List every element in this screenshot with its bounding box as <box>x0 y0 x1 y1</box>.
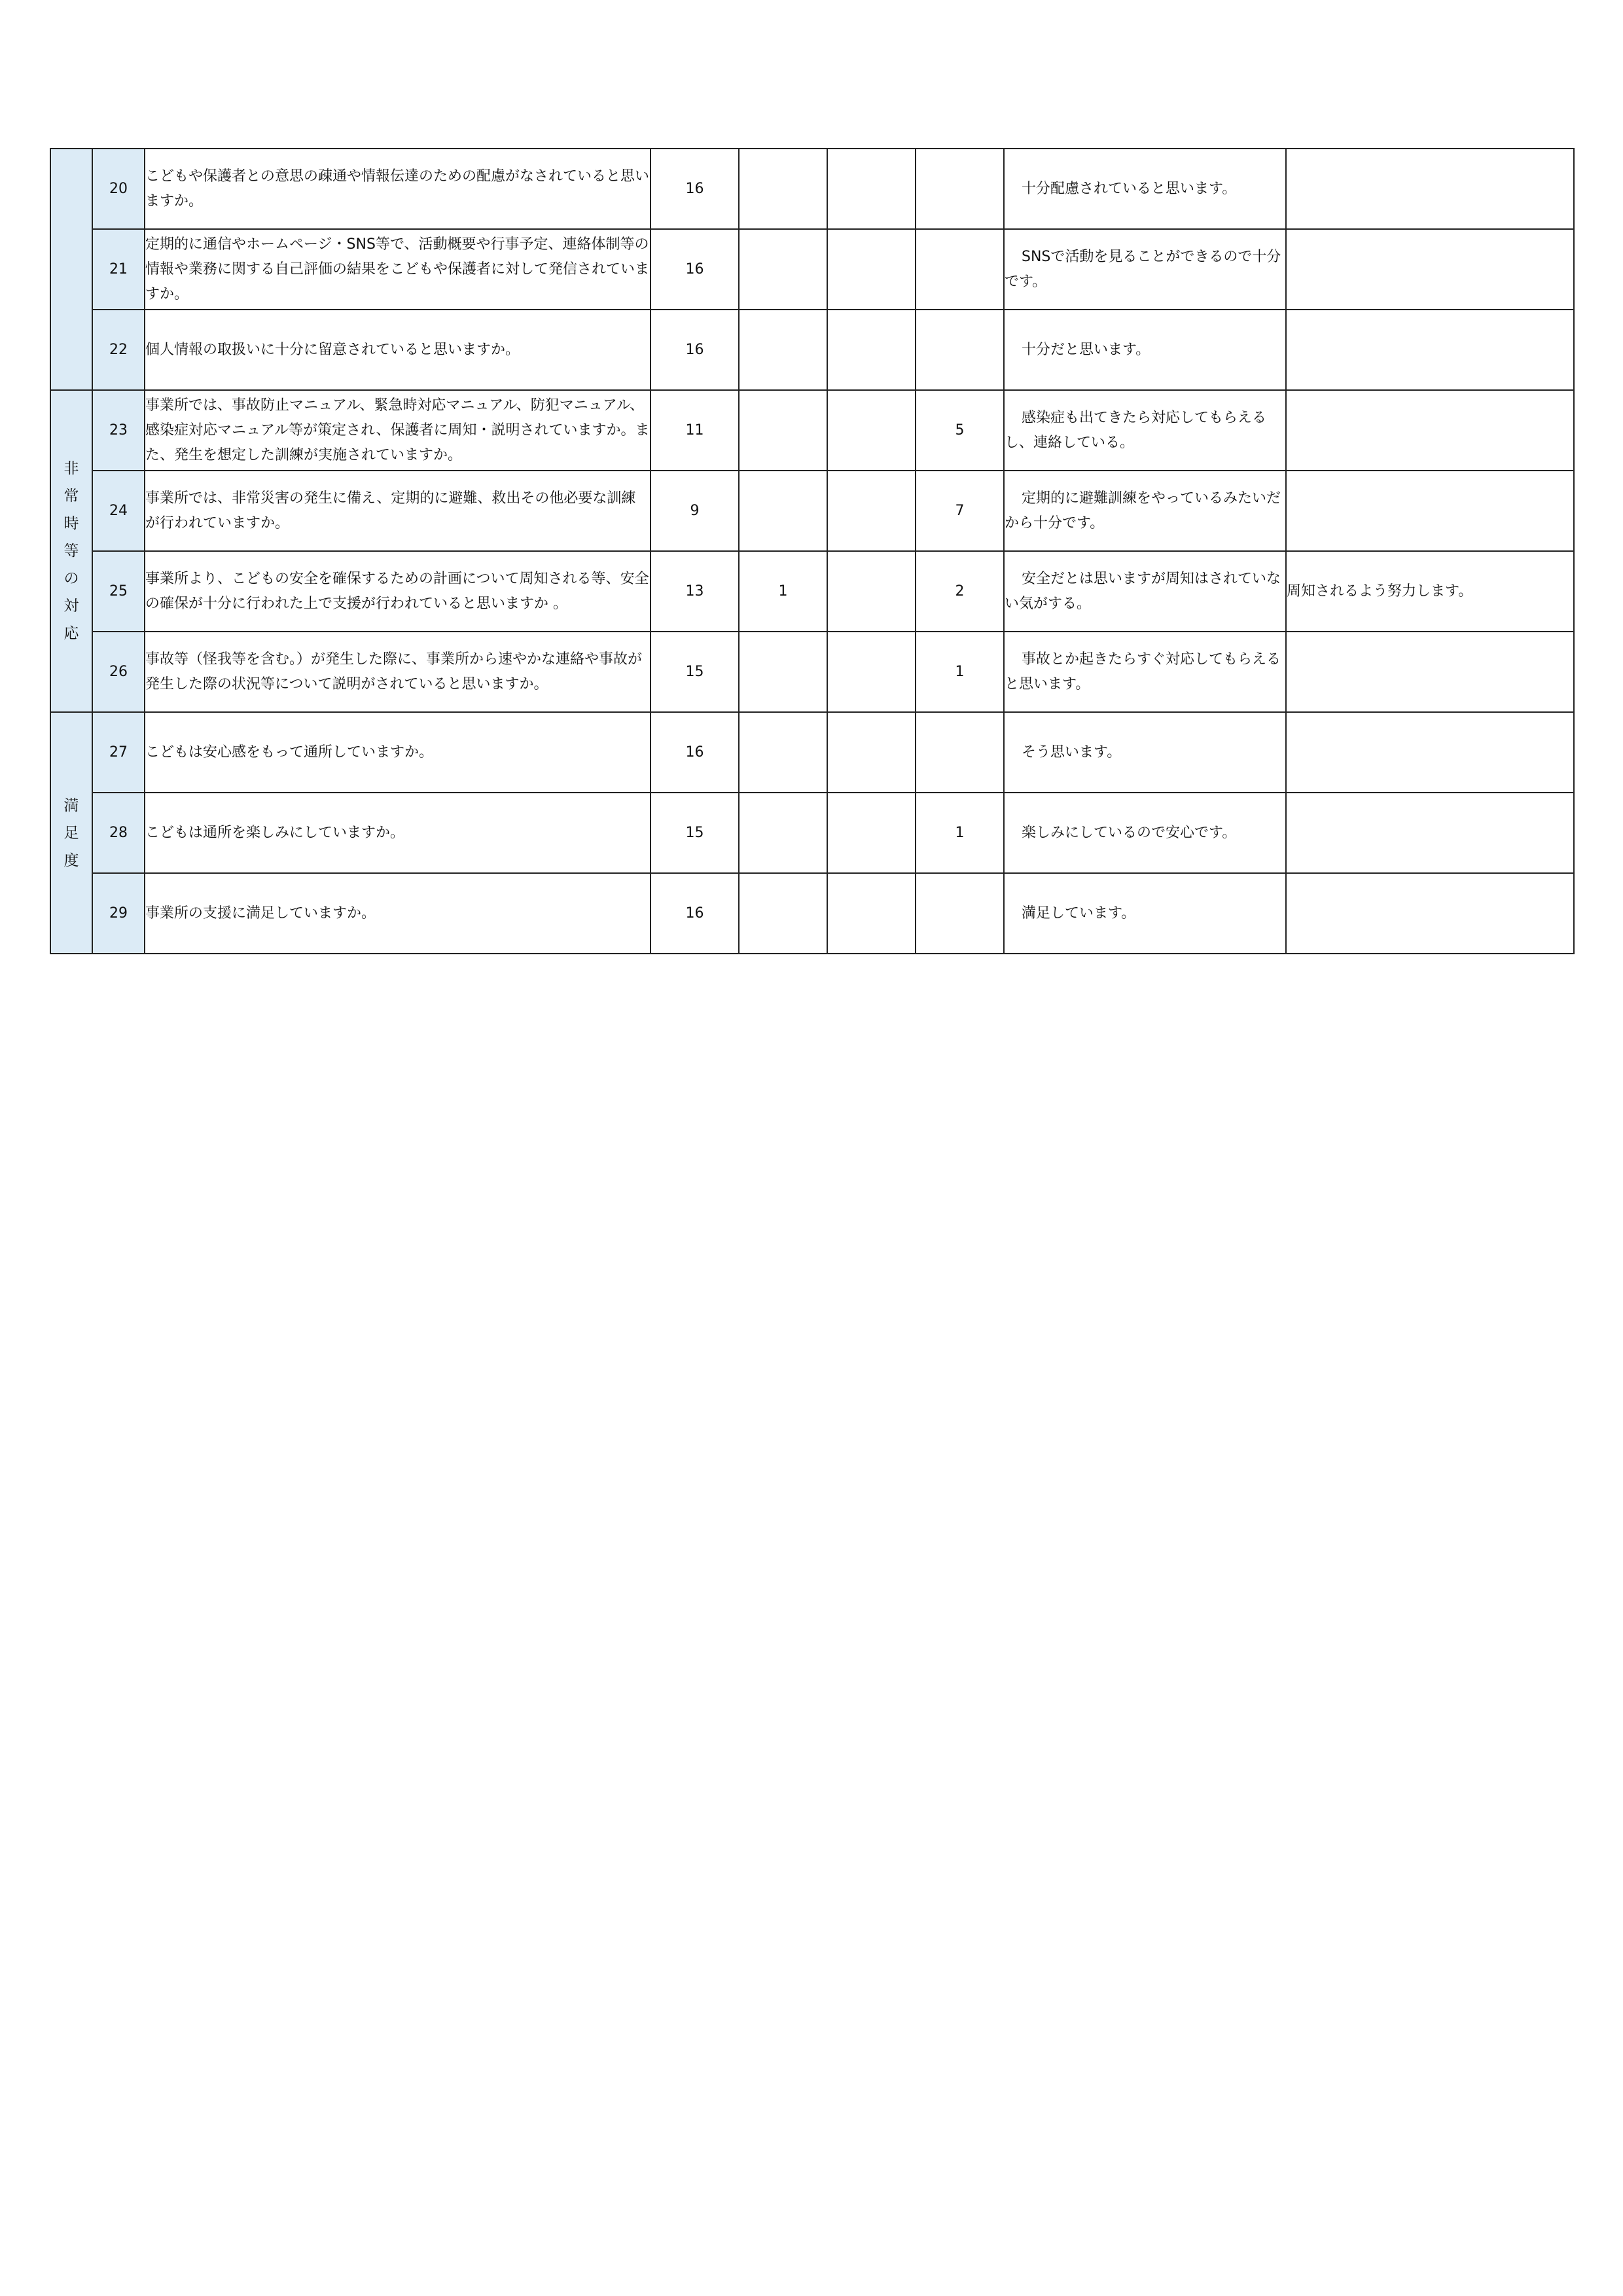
table-row <box>50 229 1574 310</box>
table-row <box>50 632 1574 712</box>
count-col-2 <box>739 149 827 229</box>
question-text: 事業所の支援に満足していますか。 <box>145 873 651 954</box>
opinion-cell <box>1004 310 1286 390</box>
category-label: 満足度 <box>63 797 79 869</box>
table-row <box>50 471 1574 551</box>
category-cell <box>50 712 92 954</box>
count-yes: 16 <box>651 873 739 954</box>
opinion-cell <box>1004 390 1286 471</box>
response-text <box>1286 712 1574 793</box>
count-col-4 <box>916 310 1004 390</box>
opinion-cell <box>1004 793 1286 873</box>
count-col-2 <box>739 310 827 390</box>
count-col-3 <box>827 793 916 873</box>
count-col-3 <box>827 712 916 793</box>
opinion-cell <box>1004 471 1286 551</box>
question-text: 事業所では、事故防止マニュアル、緊急時対応マニュアル、防犯マニュアル、感染症対応マニュアル等が策定され、保護者に周知・説明されていますか。また、発生を想定した訓練が実施されていますか。 <box>145 390 651 471</box>
table-row <box>50 712 1574 793</box>
table-row <box>50 873 1574 954</box>
count-yes: 16 <box>651 712 739 793</box>
question-text: 定期的に通信やホームページ・SNS等で、活動概要や行事予定、連絡体制等の情報や業務に関する自己評価の結果をこどもや保護者に対して発信されていますか。 <box>145 229 651 310</box>
item-number: 22 <box>92 310 145 390</box>
opinion-text: 事故とか起きたらすぐ対応してもらえると思います。 <box>1005 651 1281 692</box>
count-col-3 <box>827 632 916 712</box>
count-yes: 13 <box>651 551 739 632</box>
category-cell <box>50 390 92 712</box>
question-text: こどもは安心感をもって通所していますか。 <box>145 712 651 793</box>
opinion-cell <box>1004 149 1286 229</box>
count-yes: 15 <box>651 632 739 712</box>
opinion-text: SNSで活動を見ることができるので十分です。 <box>1005 248 1281 290</box>
count-yes: 15 <box>651 793 739 873</box>
count-col-4 <box>916 712 1004 793</box>
table-row <box>50 310 1574 390</box>
count-col-3 <box>827 149 916 229</box>
opinion-cell <box>1004 873 1286 954</box>
opinion-cell <box>1004 229 1286 310</box>
item-number: 27 <box>92 712 145 793</box>
opinion-text: 満足しています。 <box>1022 905 1136 922</box>
item-number: 23 <box>92 390 145 471</box>
table-row <box>50 793 1574 873</box>
response-text <box>1286 793 1574 873</box>
count-col-2 <box>739 229 827 310</box>
table-row <box>50 149 1574 229</box>
question-text: 事業所より、こどもの安全を確保するための計画について周知される等、安全の確保が十分に行われた上で支援が行われていると思いますか 。 <box>145 551 651 632</box>
item-number: 29 <box>92 873 145 954</box>
opinion-text: 安全だとは思いますが周知はされていない気がする。 <box>1005 570 1281 612</box>
opinion-cell <box>1004 712 1286 793</box>
question-text: こどもや保護者との意思の疎通や情報伝達のための配慮がなされていると思いますか。 <box>145 149 651 229</box>
count-yes: 16 <box>651 310 739 390</box>
opinion-cell <box>1004 551 1286 632</box>
count-col-3 <box>827 310 916 390</box>
item-number: 24 <box>92 471 145 551</box>
question-text: 個人情報の取扱いに十分に留意されていると思いますか。 <box>145 310 651 390</box>
response-text <box>1286 310 1574 390</box>
count-col-2 <box>739 712 827 793</box>
count-yes: 16 <box>651 149 739 229</box>
count-yes: 16 <box>651 229 739 310</box>
item-number: 26 <box>92 632 145 712</box>
item-number: 25 <box>92 551 145 632</box>
item-number: 20 <box>92 149 145 229</box>
count-col-2 <box>739 632 827 712</box>
opinion-cell <box>1004 632 1286 712</box>
opinion-text: 楽しみにしているので安心です。 <box>1022 824 1237 841</box>
count-col-3 <box>827 873 916 954</box>
count-col-3 <box>827 390 916 471</box>
response-text <box>1286 873 1574 954</box>
table-row <box>50 390 1574 471</box>
opinion-text: そう思います。 <box>1022 744 1122 761</box>
survey-table <box>50 148 1575 954</box>
response-text <box>1286 632 1574 712</box>
count-col-4 <box>916 873 1004 954</box>
survey-sheet <box>50 148 1575 954</box>
response-text <box>1286 471 1574 551</box>
question-text: 事故等（怪我等を含む。）が発生した際に、事業所から速やかな連絡や事故が発生した際の状況等について説明がされていると思いますか。 <box>145 632 651 712</box>
count-col-4 <box>916 149 1004 229</box>
response-text <box>1286 229 1574 310</box>
count-col-2 <box>739 793 827 873</box>
item-number: 21 <box>92 229 145 310</box>
count-col-3 <box>827 551 916 632</box>
question-text: こどもは通所を楽しみにしていますか。 <box>145 793 651 873</box>
count-yes: 11 <box>651 390 739 471</box>
response-text <box>1286 149 1574 229</box>
category-label: 非常時等の対応 <box>63 460 79 642</box>
count-col-4: 2 <box>916 551 1004 632</box>
count-col-4: 1 <box>916 632 1004 712</box>
count-col-3 <box>827 229 916 310</box>
count-col-2: 1 <box>739 551 827 632</box>
opinion-text: 定期的に避難訓練をやっているみたいだから十分です。 <box>1005 490 1281 531</box>
opinion-text: 感染症も出てきたら対応してもらえるし、連絡している。 <box>1005 409 1267 451</box>
opinion-text: 十分だと思います。 <box>1022 341 1150 358</box>
count-col-4 <box>916 229 1004 310</box>
table-row <box>50 551 1574 632</box>
category-cell <box>50 149 92 390</box>
question-text: 事業所では、非常災害の発生に備え、定期的に避難、救出その他必要な訓練が行われていますか。 <box>145 471 651 551</box>
count-col-2 <box>739 471 827 551</box>
response-text: 周知されるよう努力します。 <box>1286 551 1574 632</box>
count-col-3 <box>827 471 916 551</box>
count-col-4: 1 <box>916 793 1004 873</box>
count-col-2 <box>739 873 827 954</box>
opinion-text: 十分配慮されていると思います。 <box>1022 180 1237 197</box>
count-yes: 9 <box>651 471 739 551</box>
count-col-2 <box>739 390 827 471</box>
count-col-4: 5 <box>916 390 1004 471</box>
count-col-4: 7 <box>916 471 1004 551</box>
item-number: 28 <box>92 793 145 873</box>
response-text <box>1286 390 1574 471</box>
